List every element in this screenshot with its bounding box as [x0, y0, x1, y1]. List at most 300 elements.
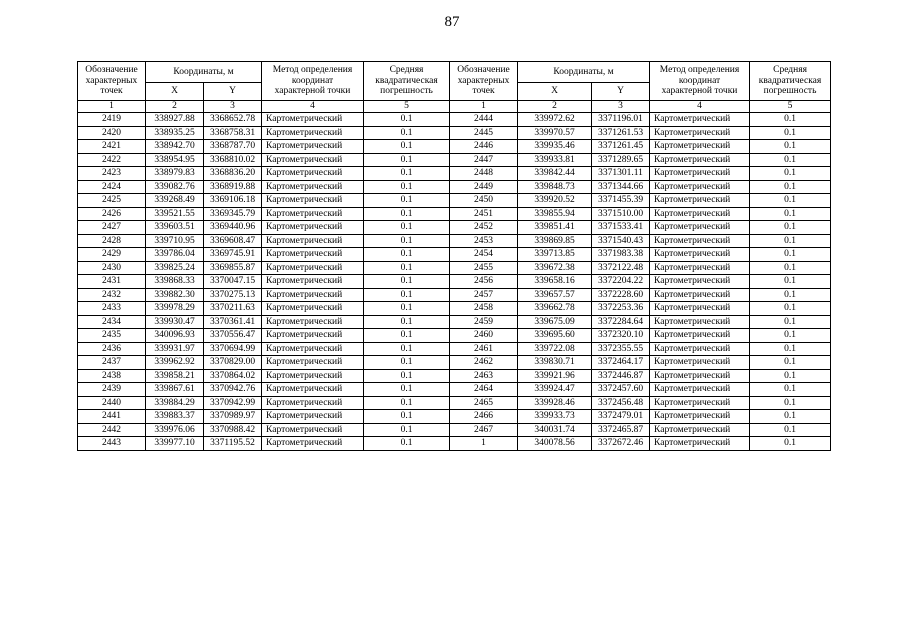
error-cell: 0.1	[364, 329, 450, 343]
point-id-cell: 2438	[78, 369, 146, 383]
error-cell: 0.1	[364, 315, 450, 329]
error-cell: 0.1	[750, 329, 831, 343]
point-id-cell: 2424	[78, 180, 146, 194]
y-coordinate-cell: 3372672.46	[592, 437, 650, 451]
method-cell: Картометрический	[650, 383, 750, 397]
table-row	[78, 275, 831, 289]
y-coordinate-cell: 3371261.45	[592, 140, 650, 154]
method-cell: Картометрический	[262, 207, 364, 221]
x-coordinate-cell: 339851.41	[518, 221, 592, 235]
error-cell: 0.1	[750, 369, 831, 383]
y-coordinate-cell: 3372228.60	[592, 288, 650, 302]
x-coordinate-cell: 338935.25	[146, 126, 204, 140]
table-row	[78, 113, 831, 127]
point-id-cell: 2432	[78, 288, 146, 302]
method-cell: Картометрический	[650, 302, 750, 316]
y-coordinate-cell: 3368787.70	[204, 140, 262, 154]
point-id-cell: 2458	[450, 302, 518, 316]
point-id-cell: 2447	[450, 153, 518, 167]
table-row	[78, 194, 831, 208]
header-row	[78, 62, 831, 83]
method-cell: Картометрический	[650, 396, 750, 410]
y-coordinate-cell: 3372465.87	[592, 423, 650, 437]
error-cell: 0.1	[750, 288, 831, 302]
y-coordinate-cell: 3368810.02	[204, 153, 262, 167]
method-cell: Картометрический	[650, 275, 750, 289]
y-coordinate-cell: 3371195.52	[204, 437, 262, 451]
point-id-cell: 2433	[78, 302, 146, 316]
column-number: 5	[750, 101, 831, 113]
x-coordinate-cell: 339933.81	[518, 153, 592, 167]
x-coordinate-cell: 338942.70	[146, 140, 204, 154]
y-coordinate-cell: 3370864.02	[204, 369, 262, 383]
x-coordinate-cell: 339268.49	[146, 194, 204, 208]
column-number: 3	[204, 101, 262, 113]
method-cell: Картометрический	[650, 180, 750, 194]
point-id-cell: 2456	[450, 275, 518, 289]
x-coordinate-cell: 339603.51	[146, 221, 204, 235]
y-coordinate-cell: 3372456.48	[592, 396, 650, 410]
x-coordinate-cell: 339868.33	[146, 275, 204, 289]
method-cell: Картометрический	[650, 437, 750, 451]
point-id-cell: 2448	[450, 167, 518, 181]
method-cell: Картометрический	[650, 315, 750, 329]
error-cell: 0.1	[750, 180, 831, 194]
point-id-cell: 2441	[78, 410, 146, 424]
column-number: 4	[650, 101, 750, 113]
point-id-cell: 2451	[450, 207, 518, 221]
table-row	[78, 423, 831, 437]
table-row	[78, 383, 831, 397]
y-coordinate-cell: 3370361.41	[204, 315, 262, 329]
error-cell: 0.1	[364, 437, 450, 451]
x-coordinate-cell: 339675.09	[518, 315, 592, 329]
table-row	[78, 396, 831, 410]
error-cell: 0.1	[750, 234, 831, 248]
error-cell: 0.1	[364, 288, 450, 302]
error-cell: 0.1	[750, 126, 831, 140]
y-coordinate-cell: 3371533.41	[592, 221, 650, 235]
point-id-cell: 2461	[450, 342, 518, 356]
error-cell: 0.1	[364, 356, 450, 370]
table-row	[78, 342, 831, 356]
method-cell: Картометрический	[262, 369, 364, 383]
y-coordinate-cell: 3370942.99	[204, 396, 262, 410]
error-cell: 0.1	[364, 153, 450, 167]
method-cell: Картометрический	[650, 234, 750, 248]
x-coordinate-cell: 339935.46	[518, 140, 592, 154]
y-coordinate-cell: 3370211.63	[204, 302, 262, 316]
table-row	[78, 140, 831, 154]
point-id-cell: 2429	[78, 248, 146, 262]
header-method: Метод определения координат характерной точки	[650, 62, 750, 101]
point-id-cell: 2443	[78, 437, 146, 451]
x-coordinate-cell: 339858.21	[146, 369, 204, 383]
point-id-cell: 2437	[78, 356, 146, 370]
error-cell: 0.1	[364, 207, 450, 221]
y-coordinate-cell: 3369608.47	[204, 234, 262, 248]
x-coordinate-cell: 339931.97	[146, 342, 204, 356]
point-id-cell: 2427	[78, 221, 146, 235]
error-cell: 0.1	[364, 410, 450, 424]
page-number: 87	[444, 14, 460, 30]
error-cell: 0.1	[364, 383, 450, 397]
x-coordinate-cell: 339977.10	[146, 437, 204, 451]
column-number: 2	[146, 101, 204, 113]
error-cell: 0.1	[750, 315, 831, 329]
y-coordinate-cell: 3372457.60	[592, 383, 650, 397]
y-coordinate-cell: 3372284.64	[592, 315, 650, 329]
y-coordinate-cell: 3372204.22	[592, 275, 650, 289]
table-row	[78, 221, 831, 235]
x-coordinate-cell: 339924.47	[518, 383, 592, 397]
method-cell: Картометрический	[262, 302, 364, 316]
point-id-cell: 2459	[450, 315, 518, 329]
y-coordinate-cell: 3371510.00	[592, 207, 650, 221]
point-id-cell: 2457	[450, 288, 518, 302]
y-coordinate-cell: 3372320.10	[592, 329, 650, 343]
method-cell: Картометрический	[262, 126, 364, 140]
point-id-cell: 2452	[450, 221, 518, 235]
error-cell: 0.1	[750, 275, 831, 289]
header-method: Метод определения координат характерной точки	[262, 62, 364, 101]
error-cell: 0.1	[750, 410, 831, 424]
error-cell: 0.1	[364, 180, 450, 194]
method-cell: Картометрический	[262, 234, 364, 248]
method-cell: Картометрический	[650, 113, 750, 127]
point-id-cell: 2439	[78, 383, 146, 397]
y-coordinate-cell: 3371289.65	[592, 153, 650, 167]
y-coordinate-cell: 3370556.47	[204, 329, 262, 343]
x-coordinate-cell: 340031.74	[518, 423, 592, 437]
x-coordinate-cell: 339521.55	[146, 207, 204, 221]
error-cell: 0.1	[364, 261, 450, 275]
error-cell: 0.1	[364, 302, 450, 316]
x-coordinate-cell: 339920.52	[518, 194, 592, 208]
error-cell: 0.1	[750, 221, 831, 235]
y-coordinate-cell: 3372479.01	[592, 410, 650, 424]
point-id-cell: 2444	[450, 113, 518, 127]
x-coordinate-cell: 339869.85	[518, 234, 592, 248]
point-id-cell: 2467	[450, 423, 518, 437]
column-number: 3	[592, 101, 650, 113]
point-id-cell: 2440	[78, 396, 146, 410]
header-coordinates: Координаты, м	[518, 62, 650, 83]
point-id-cell: 2421	[78, 140, 146, 154]
header-y: Y	[204, 83, 262, 101]
method-cell: Картометрический	[262, 356, 364, 370]
x-coordinate-cell: 338979.83	[146, 167, 204, 181]
y-coordinate-cell: 3369855.87	[204, 261, 262, 275]
y-coordinate-cell: 3369745.91	[204, 248, 262, 262]
x-coordinate-cell: 339830.71	[518, 356, 592, 370]
point-id-cell: 2434	[78, 315, 146, 329]
y-coordinate-cell: 3372122.48	[592, 261, 650, 275]
x-coordinate-cell: 339883.37	[146, 410, 204, 424]
column-number: 1	[450, 101, 518, 113]
y-coordinate-cell: 3369345.79	[204, 207, 262, 221]
y-coordinate-cell: 3372355.55	[592, 342, 650, 356]
table-row	[78, 153, 831, 167]
method-cell: Картометрический	[650, 423, 750, 437]
x-coordinate-cell: 339713.85	[518, 248, 592, 262]
point-id-cell: 2454	[450, 248, 518, 262]
x-coordinate-cell: 339972.62	[518, 113, 592, 127]
header-error: Средняя квадратическая погрешность	[364, 62, 450, 101]
error-cell: 0.1	[364, 396, 450, 410]
x-coordinate-cell: 339658.16	[518, 275, 592, 289]
point-id-cell: 2462	[450, 356, 518, 370]
method-cell: Картометрический	[262, 396, 364, 410]
y-coordinate-cell: 3371540.43	[592, 234, 650, 248]
error-cell: 0.1	[750, 383, 831, 397]
x-coordinate-cell: 339848.73	[518, 180, 592, 194]
error-cell: 0.1	[750, 194, 831, 208]
column-number: 4	[262, 101, 364, 113]
header-point-designation: Обозначение характерных точек	[450, 62, 518, 101]
y-coordinate-cell: 3369440.96	[204, 221, 262, 235]
error-cell: 0.1	[750, 153, 831, 167]
method-cell: Картометрический	[262, 410, 364, 424]
table-row	[78, 248, 831, 262]
point-id-cell: 2426	[78, 207, 146, 221]
table-row	[78, 180, 831, 194]
method-cell: Картометрический	[650, 369, 750, 383]
point-id-cell: 2464	[450, 383, 518, 397]
point-id-cell: 2460	[450, 329, 518, 343]
y-coordinate-cell: 3370694.99	[204, 342, 262, 356]
x-coordinate-cell: 339928.46	[518, 396, 592, 410]
point-id-cell: 2450	[450, 194, 518, 208]
method-cell: Картометрический	[262, 180, 364, 194]
error-cell: 0.1	[750, 261, 831, 275]
method-cell: Картометрический	[650, 167, 750, 181]
x-coordinate-cell: 339657.57	[518, 288, 592, 302]
header-error: Средняя квадратическая погрешность	[750, 62, 831, 101]
x-coordinate-cell: 339082.76	[146, 180, 204, 194]
y-coordinate-cell: 3370988.42	[204, 423, 262, 437]
method-cell: Картометрический	[650, 288, 750, 302]
point-id-cell: 2430	[78, 261, 146, 275]
method-cell: Картометрический	[262, 383, 364, 397]
error-cell: 0.1	[750, 356, 831, 370]
y-coordinate-cell: 3370275.13	[204, 288, 262, 302]
header-x: X	[518, 83, 592, 101]
point-id-cell: 2463	[450, 369, 518, 383]
x-coordinate-cell: 339786.04	[146, 248, 204, 262]
table-row	[78, 167, 831, 181]
point-id-cell: 2420	[78, 126, 146, 140]
method-cell: Картометрический	[650, 342, 750, 356]
y-coordinate-cell: 3372446.87	[592, 369, 650, 383]
table-row	[78, 302, 831, 316]
point-id-cell: 2445	[450, 126, 518, 140]
method-cell: Картометрический	[650, 248, 750, 262]
y-coordinate-cell: 3370989.97	[204, 410, 262, 424]
table-row	[78, 288, 831, 302]
x-coordinate-cell: 339855.94	[518, 207, 592, 221]
point-id-cell: 2428	[78, 234, 146, 248]
table-row	[78, 437, 831, 451]
table-row	[78, 410, 831, 424]
method-cell: Картометрический	[262, 288, 364, 302]
column-number: 5	[364, 101, 450, 113]
y-coordinate-cell: 3371261.53	[592, 126, 650, 140]
method-cell: Картометрический	[262, 315, 364, 329]
point-id-cell: 2419	[78, 113, 146, 127]
error-cell: 0.1	[750, 140, 831, 154]
x-coordinate-cell: 338954.95	[146, 153, 204, 167]
y-coordinate-cell: 3369106.18	[204, 194, 262, 208]
y-coordinate-cell: 3371196.01	[592, 113, 650, 127]
method-cell: Картометрический	[262, 248, 364, 262]
y-coordinate-cell: 3370829.00	[204, 356, 262, 370]
point-id-cell: 2422	[78, 153, 146, 167]
x-coordinate-cell: 339976.06	[146, 423, 204, 437]
point-id-cell: 2446	[450, 140, 518, 154]
point-id-cell: 2436	[78, 342, 146, 356]
method-cell: Картометрический	[650, 207, 750, 221]
y-coordinate-cell: 3371983.38	[592, 248, 650, 262]
method-cell: Картометрический	[262, 329, 364, 343]
x-coordinate-cell: 339825.24	[146, 261, 204, 275]
x-coordinate-cell: 339867.61	[146, 383, 204, 397]
point-id-cell: 2431	[78, 275, 146, 289]
method-cell: Картометрический	[650, 221, 750, 235]
error-cell: 0.1	[364, 234, 450, 248]
header-x: X	[146, 83, 204, 101]
header-y: Y	[592, 83, 650, 101]
coordinates-table	[77, 61, 831, 451]
x-coordinate-cell: 339962.92	[146, 356, 204, 370]
y-coordinate-cell: 3370942.76	[204, 383, 262, 397]
x-coordinate-cell: 339710.95	[146, 234, 204, 248]
y-coordinate-cell: 3370047.15	[204, 275, 262, 289]
error-cell: 0.1	[750, 113, 831, 127]
method-cell: Картометрический	[262, 423, 364, 437]
y-coordinate-cell: 3368919.88	[204, 180, 262, 194]
error-cell: 0.1	[364, 248, 450, 262]
point-id-cell: 2423	[78, 167, 146, 181]
x-coordinate-cell: 339884.29	[146, 396, 204, 410]
method-cell: Картометрический	[262, 167, 364, 181]
point-id-cell: 2449	[450, 180, 518, 194]
table-row	[78, 329, 831, 343]
table-row	[78, 369, 831, 383]
error-cell: 0.1	[364, 423, 450, 437]
error-cell: 0.1	[750, 423, 831, 437]
x-coordinate-cell: 339930.47	[146, 315, 204, 329]
y-coordinate-cell: 3372464.17	[592, 356, 650, 370]
method-cell: Картометрический	[650, 410, 750, 424]
y-coordinate-cell: 3371455.39	[592, 194, 650, 208]
error-cell: 0.1	[750, 342, 831, 356]
point-id-cell: 2425	[78, 194, 146, 208]
point-id-cell: 2453	[450, 234, 518, 248]
error-cell: 0.1	[364, 113, 450, 127]
table-row	[78, 126, 831, 140]
method-cell: Картометрический	[262, 342, 364, 356]
table-body	[78, 113, 831, 451]
x-coordinate-cell: 339921.96	[518, 369, 592, 383]
y-coordinate-cell: 3368836.20	[204, 167, 262, 181]
error-cell: 0.1	[750, 248, 831, 262]
x-coordinate-cell: 339970.57	[518, 126, 592, 140]
error-cell: 0.1	[364, 369, 450, 383]
method-cell: Картометрический	[650, 329, 750, 343]
error-cell: 0.1	[750, 437, 831, 451]
method-cell: Картометрический	[262, 275, 364, 289]
column-numbers-row	[78, 101, 831, 113]
table-row	[78, 234, 831, 248]
method-cell: Картометрический	[262, 194, 364, 208]
method-cell: Картометрический	[262, 140, 364, 154]
error-cell: 0.1	[364, 167, 450, 181]
error-cell: 0.1	[364, 126, 450, 140]
method-cell: Картометрический	[650, 261, 750, 275]
table-row	[78, 207, 831, 221]
y-coordinate-cell: 3368758.31	[204, 126, 262, 140]
method-cell: Картометрический	[650, 194, 750, 208]
header-point-designation: Обозначение характерных точек	[78, 62, 146, 101]
table-row	[78, 315, 831, 329]
x-coordinate-cell: 339672.38	[518, 261, 592, 275]
error-cell: 0.1	[364, 194, 450, 208]
x-coordinate-cell: 339882.30	[146, 288, 204, 302]
x-coordinate-cell: 339842.44	[518, 167, 592, 181]
x-coordinate-cell: 339695.60	[518, 329, 592, 343]
method-cell: Картометрический	[262, 221, 364, 235]
error-cell: 0.1	[364, 140, 450, 154]
error-cell: 0.1	[750, 396, 831, 410]
point-id-cell: 2435	[78, 329, 146, 343]
y-coordinate-cell: 3371301.11	[592, 167, 650, 181]
y-coordinate-cell: 3371344.66	[592, 180, 650, 194]
point-id-cell: 1	[450, 437, 518, 451]
method-cell: Картометрический	[650, 126, 750, 140]
method-cell: Картометрический	[262, 113, 364, 127]
method-cell: Картометрический	[650, 153, 750, 167]
x-coordinate-cell: 339722.08	[518, 342, 592, 356]
x-coordinate-cell: 338927.88	[146, 113, 204, 127]
error-cell: 0.1	[364, 342, 450, 356]
x-coordinate-cell: 340078.56	[518, 437, 592, 451]
x-coordinate-cell: 340096.93	[146, 329, 204, 343]
y-coordinate-cell: 3372253.36	[592, 302, 650, 316]
error-cell: 0.1	[364, 221, 450, 235]
x-coordinate-cell: 339662.78	[518, 302, 592, 316]
x-coordinate-cell: 339978.29	[146, 302, 204, 316]
y-coordinate-cell: 3368652.78	[204, 113, 262, 127]
point-id-cell: 2442	[78, 423, 146, 437]
error-cell: 0.1	[750, 207, 831, 221]
column-number: 2	[518, 101, 592, 113]
error-cell: 0.1	[750, 167, 831, 181]
point-id-cell: 2455	[450, 261, 518, 275]
method-cell: Картометрический	[262, 261, 364, 275]
point-id-cell: 2466	[450, 410, 518, 424]
method-cell: Картометрический	[650, 140, 750, 154]
method-cell: Картометрический	[650, 356, 750, 370]
table-row	[78, 261, 831, 275]
x-coordinate-cell: 339933.73	[518, 410, 592, 424]
table-row	[78, 356, 831, 370]
error-cell: 0.1	[364, 275, 450, 289]
method-cell: Картометрический	[262, 437, 364, 451]
method-cell: Картометрический	[262, 153, 364, 167]
point-id-cell: 2465	[450, 396, 518, 410]
column-number: 1	[78, 101, 146, 113]
